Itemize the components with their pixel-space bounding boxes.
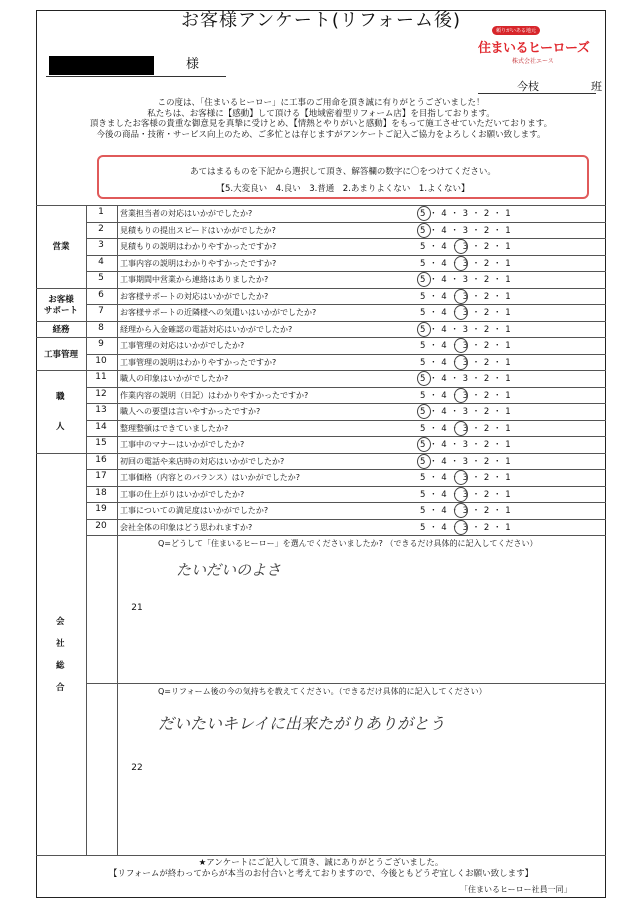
answer-circle <box>454 487 468 502</box>
category-label-char: 職 <box>56 392 65 403</box>
answer-circle <box>417 404 431 419</box>
answer-circle <box>454 470 468 485</box>
answer-circle <box>454 520 468 535</box>
question-number: 19 <box>95 504 107 514</box>
answer-circle <box>417 322 431 337</box>
question-number: 17 <box>95 471 107 481</box>
footer-signature: 「住まいるヒーロー社員一同」 <box>460 885 572 894</box>
question-text: Q=リフォーム後の今の気持ちを教えてください。（できるだけ具体的に記入してください） <box>158 687 487 696</box>
customer-name-line <box>46 76 226 77</box>
instructions-line: あてはまるものを下記から選択して頂き、解答欄の数字に〇をつけてください。 <box>190 167 496 177</box>
redacted-customer-name <box>49 56 154 75</box>
answer-circle <box>417 223 431 238</box>
rating-scale: 5 ・ 4 ・ 3 ・ 2 ・ 1 <box>420 374 512 384</box>
row-divider <box>86 354 606 355</box>
intro-line: 頂きましたお客様の貴重な御意見を真摯に受けとめ、【情熱とやりがいと感動】をもって施工させていただいております。 <box>89 119 553 129</box>
category-label: 工事管理 <box>43 349 78 360</box>
category-divider <box>36 370 86 371</box>
row-divider <box>86 370 606 371</box>
question-number: 12 <box>95 388 107 399</box>
category-divider <box>36 321 86 322</box>
question-text: 工事期間中営業から連絡はありましたか? <box>120 275 269 284</box>
question-number: 14 <box>95 421 107 432</box>
question-text: 工事についての満足度はいかがでしたか? <box>120 506 269 515</box>
question-text: Q=どうして「住まいるヒーロー」を選んでくださいましたか? （できるだけ具体的に記入してください） <box>158 539 538 548</box>
rating-scale: 5 ・ 4 ・ 3 ・ 2 ・ 1 <box>420 473 512 483</box>
rating-scale: 5 ・ 4 ・ 3 ・ 2 ・ 1 <box>420 506 512 516</box>
question-number: 4 <box>98 256 104 267</box>
answer-circle <box>417 272 431 287</box>
category-divider <box>36 337 86 338</box>
rating-scale: 5 ・ 4 ・ 3 ・ 2 ・ 1 <box>420 341 512 351</box>
question-text: 営業担当者の対応はいかがでしたか? <box>120 209 253 218</box>
question-text: お客様サポートの対応はいかがでしたか? <box>120 291 269 301</box>
row-divider <box>86 255 606 256</box>
row-divider <box>86 403 606 404</box>
rating-scale: 5 ・ 4 ・ 3 ・ 2 ・ 1 <box>420 324 512 335</box>
row-divider <box>86 238 606 239</box>
row-divider <box>86 683 606 684</box>
row-divider <box>86 420 606 421</box>
question-number: 10 <box>95 355 107 366</box>
rating-scale: 5 ・ 4 ・ 3 ・ 2 ・ 1 <box>420 225 512 236</box>
question-number: 6 <box>98 289 104 300</box>
question-text: 工事中のマナーはいかがでしたか? <box>120 440 245 449</box>
question-text: 会社全体の印象はどう思われますか? <box>120 522 253 532</box>
category-label-char: 会 <box>56 616 65 627</box>
question-number: 13 <box>95 405 107 415</box>
question-number: 8 <box>98 322 104 333</box>
table-col-divider <box>117 205 118 855</box>
question-text: 作業内容の説明（日記）はわかりやすかったですか? <box>120 390 309 400</box>
question-number: 16 <box>95 454 107 465</box>
row-divider <box>86 387 606 388</box>
row-divider <box>86 469 606 470</box>
staff-group-label: 班 <box>591 80 602 93</box>
question-number: 1 <box>98 207 104 217</box>
row-divider <box>86 304 606 305</box>
answer-circle <box>454 338 468 353</box>
category-divider <box>36 288 86 289</box>
answer-circle <box>417 437 431 452</box>
rating-scale: 5 ・ 4 ・ 3 ・ 2 ・ 1 <box>420 423 512 434</box>
table-border-bottom <box>36 855 606 856</box>
rating-scale: 5 ・ 4 ・ 3 ・ 2 ・ 1 <box>420 275 512 285</box>
intro-line: 今後の商品・技術・サービス向上のため、ご多忙とは存じますがアンケートご記入ご協力をよろしくお願い致します。 <box>96 129 546 140</box>
rating-scale: 5 ・ 4 ・ 3 ・ 2 ・ 1 <box>420 522 512 533</box>
logo-tagline: 頼りがいある地元 <box>492 26 540 35</box>
answer-circle <box>454 388 468 403</box>
rating-scale: 5 ・ 4 ・ 3 ・ 2 ・ 1 <box>420 357 512 368</box>
intro-line: 私たちは、お客様に【感動】して頂ける【地域密着型リフォーム店】を目指しております。 <box>147 108 495 119</box>
question-text: 工事内容の説明はわかりやすかったですか? <box>120 258 277 268</box>
category-label: お客様 <box>48 295 74 305</box>
logo-company: 株式会社エース <box>512 58 554 65</box>
question-number: 20 <box>95 520 107 531</box>
row-divider <box>86 453 606 454</box>
question-text: 見積もりの提出スピードはいかがでしたか? <box>120 225 276 235</box>
rating-scale: 5 ・ 4 ・ 3 ・ 2 ・ 1 <box>420 258 512 269</box>
question-number: 18 <box>95 487 107 498</box>
rating-scale: 5 ・ 4 ・ 3 ・ 2 ・ 1 <box>420 407 512 417</box>
row-divider <box>86 288 606 289</box>
question-text: 見積もりの説明はわかりやすかったですか? <box>120 242 277 251</box>
answer-circle <box>454 256 468 271</box>
intro-line: この度は、「住まいるヒーロー」に工事のご用命を頂き誠に有りがとうございました！ <box>157 98 485 108</box>
rating-scale: 5 ・ 4 ・ 3 ・ 2 ・ 1 <box>420 291 512 302</box>
row-divider <box>86 535 606 536</box>
rating-scale: 5 ・ 4 ・ 3 ・ 2 ・ 1 <box>420 390 512 401</box>
question-number: 5 <box>98 273 104 283</box>
question-text: 整理整頓はできていましたか? <box>120 423 229 433</box>
answer-circle <box>454 355 468 370</box>
row-divider <box>86 519 606 520</box>
answer-circle <box>454 421 468 436</box>
intro-text <box>36 98 606 140</box>
question-number: 15 <box>95 438 107 448</box>
category-label-char: 合 <box>56 682 65 693</box>
answer-circle <box>417 454 431 469</box>
category-label-char: 社 <box>56 638 65 649</box>
staff-name: 今枝 <box>517 80 539 93</box>
question-text: 職人の印象はいかがでしたか? <box>120 374 229 383</box>
question-number: 3 <box>98 240 104 250</box>
rating-scale: 5 ・ 4 ・ 3 ・ 2 ・ 1 <box>420 456 512 467</box>
rating-scale: 5 ・ 4 ・ 3 ・ 2 ・ 1 <box>420 308 512 318</box>
handwritten-answer: たいだいのよさ <box>176 561 282 579</box>
answer-circle <box>454 239 468 254</box>
row-divider <box>86 502 606 503</box>
row-divider <box>86 486 606 487</box>
category-label: 営業 <box>52 242 70 253</box>
handwritten-answer: だいたいキレイに出来たがりありがとう <box>158 714 446 733</box>
staff-line <box>478 93 596 94</box>
row-divider <box>86 337 606 338</box>
question-text: 職人への要望は言いやすかったですか? <box>120 407 261 416</box>
customer-honorific: 様 <box>186 57 200 72</box>
footer-thanks: ★アンケートにご記入して頂き、誠にありがとうございました。 <box>198 858 444 868</box>
rating-scale: 5 ・ 4 ・ 3 ・ 2 ・ 1 <box>420 489 512 500</box>
question-number: 2 <box>98 223 104 234</box>
category-label: 経務 <box>52 324 70 335</box>
question-text: 経理から入金確認の電話対応はいかがでしたか? <box>120 324 293 334</box>
answer-circle <box>454 503 468 518</box>
row-divider <box>86 222 606 223</box>
answer-circle <box>454 305 468 320</box>
question-text: お客様サポートの近隣様への気遣いはいかがでしたか? <box>120 308 317 317</box>
question-text: 工事管理の説明はわかりやすかったですか? <box>120 357 277 367</box>
row-divider <box>86 271 606 272</box>
question-number: 7 <box>98 306 104 316</box>
row-divider <box>86 436 606 437</box>
footer-message: 【リフォームが終わってからが本当のお付合いと考えておりますので、今後ともどうぞ宜しくお願い致します】 <box>108 869 534 879</box>
logo-brand: 住まいるヒーローズ <box>478 41 590 56</box>
question-number: 22 <box>131 763 143 773</box>
rating-scale: 5 ・ 4 ・ 3 ・ 2 ・ 1 <box>420 209 512 219</box>
answer-circle <box>417 206 431 221</box>
survey-title: お客様アンケート(リフォーム後) <box>180 10 462 31</box>
question-text: 工事の仕上がりはいかがでしたか? <box>120 489 245 499</box>
category-label: サポート <box>43 306 78 316</box>
category-label-char: 総 <box>56 660 65 671</box>
footer <box>36 858 606 880</box>
question-number: 9 <box>98 339 104 349</box>
table-border-top <box>36 205 606 206</box>
category-label-char: 人 <box>56 422 65 433</box>
row-divider <box>86 321 606 322</box>
answer-circle <box>417 371 431 386</box>
question-text: 工事価格（内容とのバランス）はいかがでしたか? <box>120 473 301 482</box>
question-text: 初回の電話や来店時の対応はいかがでしたか? <box>120 456 285 466</box>
instructions-box <box>97 155 589 199</box>
rating-scale: 5 ・ 4 ・ 3 ・ 2 ・ 1 <box>420 440 512 450</box>
question-text: 工事管理の対応はいかがでしたか? <box>120 341 245 350</box>
category-divider <box>36 453 86 454</box>
rating-scale: 5 ・ 4 ・ 3 ・ 2 ・ 1 <box>420 242 512 252</box>
rating-legend: 【5.大変良い 4.良い 3.普通 2.あまりよくない 1.よくない】 <box>216 184 470 194</box>
question-number: 11 <box>95 372 107 382</box>
question-number: 21 <box>131 603 143 613</box>
answer-circle <box>454 289 468 304</box>
